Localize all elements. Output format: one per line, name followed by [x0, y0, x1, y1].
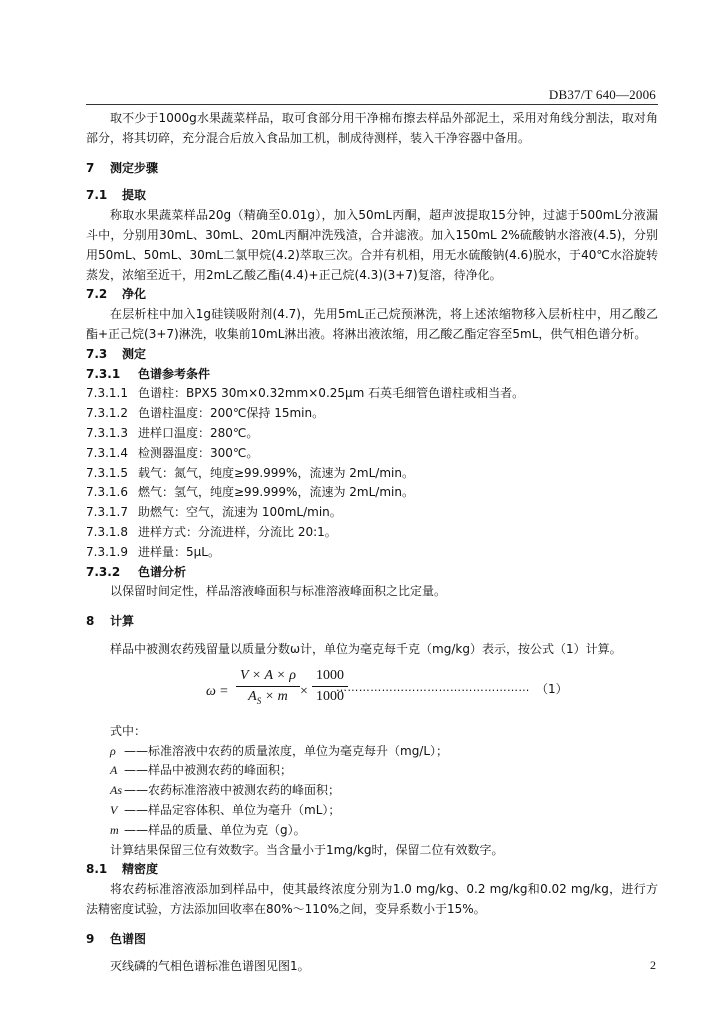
definition-item: [86, 761, 658, 781]
item-number: 7.3.1.7: [86, 505, 128, 520]
section-7-2-heading: [86, 285, 658, 305]
variable-description: ——样品的质量、单位为克（g）。: [124, 822, 306, 837]
section-7-heading: [86, 159, 658, 179]
page-number: 2: [650, 958, 656, 972]
variable-description: ——样品中被测农药的峰面积；: [124, 763, 293, 778]
item-number: 7.3.1.5: [86, 465, 128, 480]
item-number: 7.3.1.9: [86, 544, 128, 559]
item-number: 7.3.1.8: [86, 524, 128, 539]
section-number: 8.1: [86, 862, 108, 877]
section-7-1-heading: [86, 186, 658, 206]
section-title: 提取: [122, 188, 147, 203]
section-title: 测定: [122, 346, 147, 361]
variable-definitions: [86, 742, 658, 841]
formula-number: （1）: [536, 681, 568, 696]
item-number: 7.3.1.6: [86, 485, 128, 500]
variable-description: ——标准溶液中农药的质量浓度，单位为毫克每升（mg/L）；: [124, 743, 449, 758]
section-title: 测定步骤: [110, 160, 159, 175]
item-text: 燃气：氢气，纯度≥99.999%，流速为 2mL/min。: [138, 485, 414, 500]
calculation-paragraph: 样品中被测农药残留量以质量分数ω计，单位为毫克每千克（mg/kg）表示，按公式（1）计算。: [110, 641, 622, 656]
formula-leader-dots: ……………………………………………: [336, 680, 530, 694]
list-item: [86, 404, 658, 424]
item-text: 检测器温度：300℃。: [138, 445, 259, 460]
variable-symbol: A: [110, 763, 118, 778]
list-item: [86, 543, 658, 563]
standard-code: DB37/T 640—2006: [548, 87, 656, 102]
section-title: 计算: [110, 614, 135, 629]
section-title: 净化: [122, 287, 147, 302]
section-number: 7.3: [86, 346, 108, 361]
formula-fraction-main: [236, 666, 300, 711]
document-body: [86, 109, 658, 977]
formula-equals: =: [220, 683, 228, 699]
section-number: 7: [86, 160, 95, 175]
item-text: 进样量：5μL。: [138, 544, 220, 559]
item-text: 载气：氮气，纯度≥99.999%，流速为 2mL/min。: [138, 465, 414, 480]
list-item: [86, 483, 658, 503]
definition-item: [86, 742, 658, 762]
list-item: [86, 424, 658, 444]
item-number: 7.3.1.2: [86, 406, 128, 421]
den-subscript: S: [256, 695, 262, 706]
fraction-numerator: V × A × ρ: [236, 666, 300, 687]
section-title: 色谱分析: [138, 564, 187, 579]
section-title: 精密度: [122, 862, 159, 877]
den-symbol: A: [248, 688, 257, 704]
definition-item: [86, 781, 658, 801]
variable-description: ——农药标准溶液中被测农药的峰面积；: [124, 783, 341, 798]
header-rule: [86, 104, 658, 105]
item-text: 助燃气：空气，流速为 100mL/min。: [138, 505, 342, 520]
item-number: 7.3.1.1: [86, 386, 128, 401]
section-number: 8: [86, 614, 95, 629]
section-8-1-heading: [86, 860, 658, 880]
definition-item: [86, 821, 658, 841]
section-number: 9: [86, 931, 95, 946]
formula-lhs: ω: [206, 683, 216, 699]
list-item: [86, 523, 658, 543]
item-text: 色谱柱：BPX5 30m×0.32mm×0.25μm 石英毛细管色谱柱或相当者。: [138, 386, 525, 401]
item-number: 7.3.1.4: [86, 445, 128, 460]
variable-symbol: ρ: [110, 743, 116, 758]
section-number: 7.3.1: [86, 366, 121, 381]
analysis-paragraph: 以保留时间定性，样品溶液峰面积与标准溶液峰面积之比定量。: [110, 584, 447, 599]
section-7-3-heading: [86, 345, 658, 365]
section-7-3-1-heading: [86, 365, 658, 385]
intro-paragraph: 取不少于1000g水果蔬菜样品，取可食部分用干净棉布擦去样品外部泥土，采用对角线分割法，取对角部分，将其切碎，充分混合后放入食品加工机，制成待测样，装入干净容器中备用。: [86, 111, 658, 145]
fraction-denominator: [236, 687, 300, 711]
chromatogram-paragraph: 灭线磷的气相色谱标准色谱图见图1。: [110, 959, 310, 974]
section-number: 7.1: [86, 188, 108, 203]
variable-description: ——样品定容体积、单位为毫升（mL）；: [124, 802, 341, 817]
section-title: 色谱图: [110, 931, 147, 946]
result-note: 计算结果保留三位有效数字。当含量小于1mg/kg时，保留二位有效数字。: [110, 842, 504, 857]
list-item: [86, 384, 658, 404]
cleanup-paragraph: 在层析柱中加入1g硅镁吸附剂(4.7)，先用5mL正己烷预淋洗，将上述浓缩物移入层析柱中，用乙酸乙酯+正己烷(3+7)淋洗，收集前10mL淋出液。将淋出液浓缩，用乙酸乙酯定容至5mL，供气相色谱分析。: [86, 307, 658, 341]
fraction-denominator: 1000: [316, 688, 344, 704]
where-label: 式中：: [110, 723, 147, 738]
section-9-heading: [86, 930, 658, 950]
section-number: 7.2: [86, 287, 108, 302]
precision-paragraph: 将农药标准溶液添加到样品中，使其最终浓度分别为1.0 mg/kg、0.2 mg/kg和0.02 mg/kg，进行方法精密度试验，方法添加回收率在80%～110%之间，变异系数小于15%。: [86, 882, 658, 916]
definition-item: [86, 801, 658, 821]
item-text: 色谱柱温度：200℃保持 15min。: [138, 406, 325, 421]
item-number: 7.3.1.3: [86, 425, 128, 440]
fraction-numerator: 1000: [312, 666, 348, 687]
den-rest: × m: [261, 688, 288, 704]
variable-symbol: V: [110, 802, 118, 817]
item-text: 进样口温度：280℃。: [138, 425, 259, 440]
extraction-paragraph: 称取水果蔬菜样品20g（精确至0.01g），加入50mL丙酮，超声波提取15分钟，过滤于500mL分液漏斗中，分别用30mL、30mL、20mL丙酮冲洗残渣，合并滤液。加入150mL 2%硫酸钠水溶液(4.5)，分别用50mL、50mL、30mL二氯甲烷(4.2)萃取三次。合并有机相，用无水硫酸钠(4.6)脱水，于40℃水浴旋转蒸发，浓缩至近干，用2mL乙酸乙酯(4.4)+正己烷(4.3)(3+7)复溶，待净化。: [86, 208, 658, 282]
section-number: 7.3.2: [86, 564, 121, 579]
formula-times: ×: [300, 683, 308, 699]
section-7-3-2-heading: [86, 563, 658, 583]
conditions-list: [86, 384, 658, 562]
section-title: 色谱参考条件: [138, 366, 211, 381]
list-item: [86, 444, 658, 464]
formula-1: [86, 666, 658, 720]
list-item: [86, 503, 658, 523]
list-item: [86, 464, 658, 484]
variable-symbol: m: [110, 822, 119, 837]
variable-symbol: As: [110, 783, 122, 798]
item-text: 进样方式：分流进样，分流比 20:1。: [138, 524, 337, 539]
section-8-heading: [86, 612, 658, 632]
